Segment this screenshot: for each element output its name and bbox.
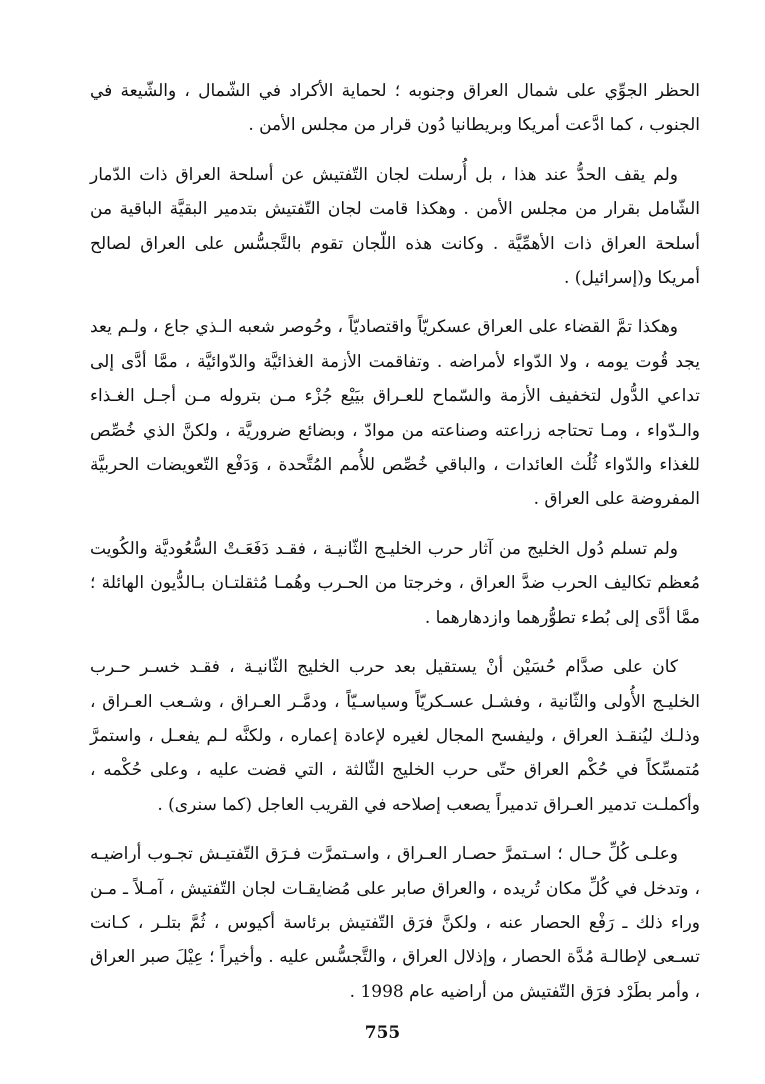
document-body [90,74,700,1024]
paragraph-4: ولم تسلم دُول الخليج من آثار حرب الخليـج الثّانيـة ، فقـد دَفَعَـتْ السُّعُوديَّة والكُويت مُعظم تكاليف الحرب ضدَّ العراق ، وخرجتا من الحـرب وهُمـا مُثقلتـان بـالدُّيون الهائلة ؛ ممَّا أدَّى إلى بُطء تطوُّرهما وازدهارهما . [90,538,700,628]
paragraph-6: وعلـى كُلِّ حـال ؛ اسـتمرَّ حصـار العـراق ، واسـتمرَّت فـرَق التّفتيـش تجـوب أراضيـه ، وتدخل في كُلِّ مكان تُريده ، والعراق صابر على مُضايقـات لجان التّفتيش ، آمـلاً ـ مـن وراء ذلك ـ رَفْع الحصار عنه ، ولكنَّ فرَق التّفتيش برئاسة أكيوس ، ثُمَّ بتلـر ، كـانت تسـعى لإطالـة مُدَّة الحصار ، وإذلال العراق ، والتَّجسُّس عليه . وأخيراً ؛ عِيْلَ صبر العراق ، وأمر بطَرْد فرَق التّفتيش من أراضيه عام 1998 . [90,844,700,1002]
paragraph-2: ولم يقف الحدُّ عند هذا ، بل أُرسلت لجان التّفتيش عن أسلحة العراق ذات الدّمار الشّامل بقرار من مجلس الأمن . وهكذا قامت لجان التّفتيش بتدمير البقيَّة الباقية من أسلحة العراق ذات الأهمِّيَّة . وكانت هذه اللّجان تقوم بالتَّجسُّس على العراق لصالح أمريكا و(إسرائيل) . [90,164,700,289]
paragraph-1: الحظر الجوِّي على شمال العراق وجنوبه ؛ لحماية الأكراد في الشّمال ، والشّيعة في الجنوب ، كما ادَّعت أمريكا وبريطانيا دُون قرار من مجلس الأمن . [90,81,700,136]
paragraph-5: كان على صدَّام حُسَيْن أنْ يستقيل بعد حرب الخليج الثّانيـة ، فقـد خسـر حـرب الخليـج الأُولى والثّانية ، وفشـل عسـكريّاً وسياسـيّاً ، ودمَّـر العـراق ، وشـعب العـراق ، وذلـك ليُنقـذ العراق ، وليفسح المجال لغيره لإعادة إعماره ، ولكنَّه لـم يفعـل ، واستمرَّ مُتمسِّكاً في حُكْم العراق حتّى حرب الخليج الثّالثة ، التي قضت عليه ، وعلى حُكْمه ، وأكملـت تدمير العـراق تدميراً يصعب إصلاحه في القريب العاجل (كما سنرى) . [90,657,700,815]
paragraph-3: وهكذا تمَّ القضاء على العراق عسكريّاً واقتصاديّاً ، وحُوصر شعبه الـذي جاع ، ولـم يعد يجد قُوت يومه ، ولا الدّواء لأمراضه . وتفاقمت الأزمة الغذائيَّة والدّوائيَّة ، ممَّا أدَّى إلى تداعي الدُّول لتخفيف الأزمة والسّماح للعـراق بيَيْع جُزْء مـن بتروله مـن أجـل الغـذاء والـدّواء ، ومـا تحتاجه زراعته وصناعته من موادّ ، وبضائع ضروريَّة ، ولكنَّ الذي خُصِّص للغذاء والدّواء ثُلُث العائدات ، والباقي خُصِّص للأُمم المُتَّحدة ، وَدَفْع التّعويضات الحربيَّة المفروضة على العراق . [90,317,700,510]
page-number: 755 [364,1023,401,1043]
